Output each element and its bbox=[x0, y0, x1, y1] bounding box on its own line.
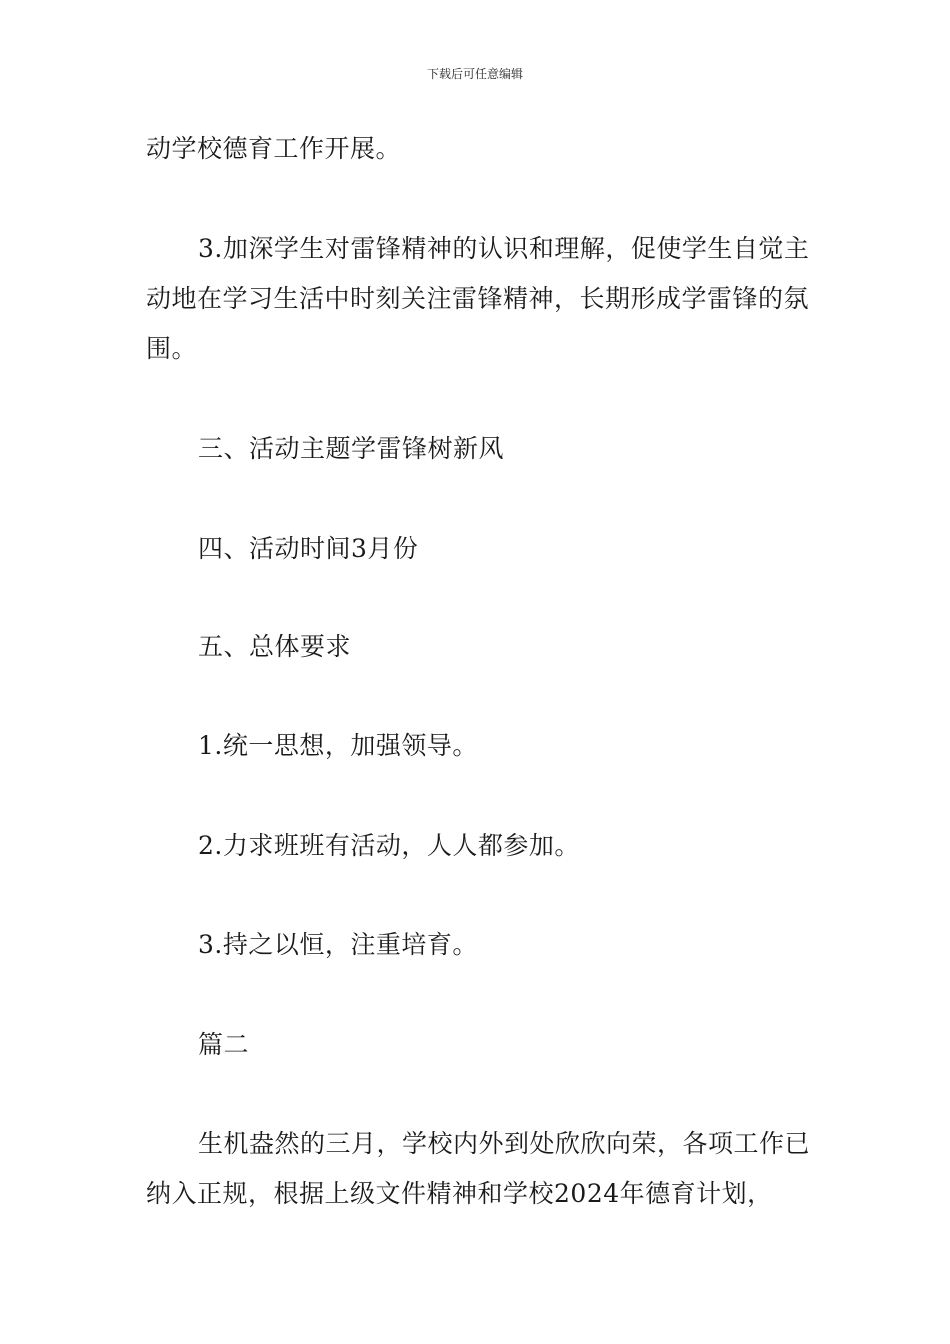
requirement-item-1: 1.统一思想，加强领导。 bbox=[198, 731, 478, 760]
paragraph-item-3: 3.加深学生对雷锋精神的认识和理解，促使学生自觉主动地在学习生活中时刻关注雷锋精神，长期形成学雷锋的氛围。 bbox=[146, 234, 810, 363]
paragraph-continuation: 动学校德育工作开展。 bbox=[146, 134, 402, 163]
section-heading-requirements: 五、总体要求 bbox=[198, 632, 352, 661]
requirement-item-2: 2.力求班班有活动，人人都参加。 bbox=[198, 831, 580, 860]
page-header-note: 下载后可任意编辑 bbox=[426, 67, 523, 81]
section-heading-part-two: 篇二 bbox=[198, 1030, 250, 1059]
paragraph-part-two-intro: 生机盎然的三月，学校内外到处欣欣向荣，各项工作已纳入正规，根据上级文件精神和学校2024年德育计划， bbox=[146, 1129, 811, 1208]
requirement-item-3: 3.持之以恒，注重培育。 bbox=[198, 930, 478, 959]
section-heading-time: 四、活动时间3月份 bbox=[198, 534, 419, 563]
section-heading-theme: 三、活动主题学雷锋树新风 bbox=[198, 434, 505, 463]
